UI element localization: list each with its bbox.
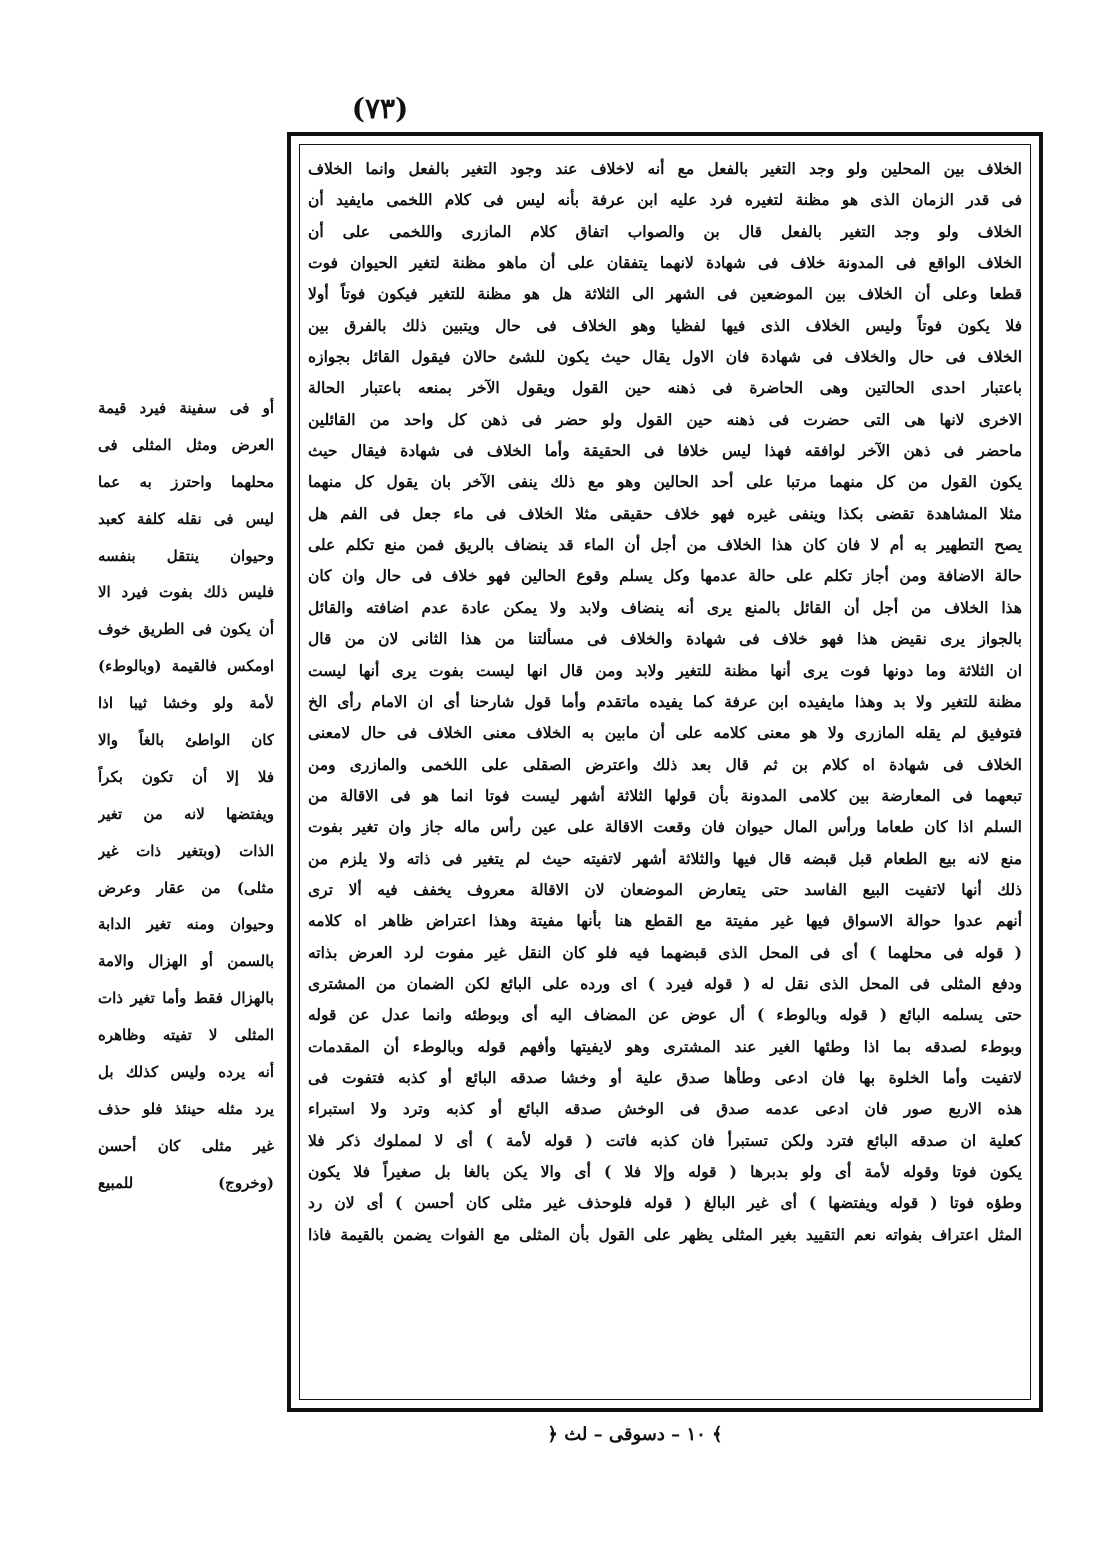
margin-text-column [98,390,274,1202]
text-line: الاخرى لانها هى التى حضرت فى ذهنه حين القول ولو حضر فى ذهن كل واحد من القائلين [308,409,1022,429]
margin-line: الذات (وبتغير ذات غير [98,841,274,860]
margin-line: ليس فى نقله كلفة كعبد [98,509,274,528]
text-line: يكون القول من كل منهما مرتبا على أحد الحالين وهو مع ذلك ينفى الآخر بان يقول كل منهما [308,472,1022,492]
margin-line: وحيوان ومنه تغير الدابة [98,915,274,934]
text-line: يصح التطهير به أم لا فان كان هذا الخلاف من أجل أن الماء قد ينضاف بالريق فمن منع تكلم على [308,535,1022,555]
text-line: الخلاف بين المحلين ولو وجد التغير بالفعل مع أنه لاخلاف عند وجود التغير بالفعل وانما الخلاف [308,159,1022,178]
text-line: ماحضر فى ذهن الآخر لوافقه فهذا ليس خلافا فى الحقيقة وأما الخلاف فى شهادة فيقال حيث [308,441,1022,461]
text-line: ( قوله فى محلهما ) أى فى المحل الذى قبضهما فيه فلو كان النقل غير مفوت لرد العرض بذاته [308,942,1022,962]
text-line: الخلاف فى شهادة اه كلام بن ثم قال بعد ذلك واعترض الصقلى على اللخمى والمازرى ومن [308,754,1022,774]
margin-line: (وخروج) للمبيع [98,1173,274,1192]
margin-line: لأمة ولو وخشا ثيبا اذا [98,694,274,713]
margin-line: أو فى سفينة فيرد قيمة [98,399,274,417]
text-line: الخلاف ولو وجد التغير بالفعل قال بن والصواب اتفاق كلام المازرى واللخمى على أن [308,221,1022,241]
text-line: وبوطء لصدقه بما اذا وطئها الغير عند المشترى وهو لايفيتها وأفهم قوله وبالوطء أن المقدمات [308,1036,1022,1056]
margin-line: بالهزال فقط وأما تغير ذات [98,989,274,1008]
text-line: المثل اعتراف بفواته نعم التقييد بغير المثلى يظهر على القول بأن المثلى مع الفوات يضمن بالقيمة فاذا [308,1224,1022,1244]
text-line: أنهم عدوا حوالة الاسواق فيها غير مفيتة مع القطع هنا بأنها مفيتة وهذا اعتراض ظاهر اه كلامه [308,911,1022,931]
margin-line: فلا إلا أن تكون بكراً [98,767,274,786]
text-line: هذه الاربع صور فان ادعى عدمه صدق فى الوخش صدقه البائع أو كذبه وترد ولا استبراء [308,1099,1022,1119]
main-text-frame [287,132,1043,1412]
printer-signature: ﴾ ١٠ – دسوقى – لث ﴿ [547,1424,723,1445]
text-line: فلا يكون فوتاً وليس الخلاف الذى فيها لفظيا وهو الخلاف فى حال ويتبين ذلك بالفرق بين [308,315,1022,335]
margin-line: ويفتضها لانه من تغير [98,804,274,823]
margin-line: فليس ذلك بفوت فيرد الا [98,583,274,602]
text-line [308,1375,1022,1400]
text-line: فى قدر الزمان الذى هو مظنة لتغيره فرد عليه ابن عرفة بأنه ليس فى كلام اللخمى مايفيد أن [308,190,1022,210]
text-line: لاتفيت وأما الخلوة بها فان ادعى وطأها صدق علية أو وخشا صدقه البائع أو كذبه فتفوت فى [308,1067,1022,1087]
text-line: السلم اذا كان طعاما ورأس المال حيوان فان وقعت الاقالة على عين رأس ماله جاز وان تغير بفوت [308,817,1022,837]
text-line [308,1344,1022,1375]
text-line: الخلاف الواقع فى المدونة خلاف فى شهادة لانهما يتفقان على أن ماهو مظنة لتغير الحيوان فوت [308,253,1022,273]
text-line: ذلك أنها لاتفيت البيع الفاسد حتى يتعارض الموضعان لان الاقالة معروف يخفف فيه ألا ترى [308,879,1022,899]
margin-line: كان الواطئ بالغاً والا [98,731,274,750]
text-line [308,1250,1022,1281]
text-line: ودفع المثلى فى المحل الذى نقل له ( قوله فيرد ) اى ورده على البائع لكن الضمان من المشترى [308,973,1022,993]
text-line: باعتبار احدى الحالتين وهى الحاضرة فى ذهنه حين القول ويقول الآخر بمنعه باعتبار الحالة [308,378,1022,398]
text-line: قطعا وعلى أن الخلاف بين الموضعين فى الشهر الى الثلاثة هل هو مظنة للتغير فيكون فوتاً أولا [308,284,1022,304]
margin-line: محلهما واحترز به عما [98,472,274,491]
text-line: مثلا المشاهدة تقضى بكذا وينفى غيره فهو خلاف حقيقى مثلا الخلاف فى ماء جعل فى الفم هل [308,503,1022,523]
margin-line: مثلى) من عقار وعرض [98,878,274,897]
text-line: وطؤه فوتا ( قوله ويفتضها ) أى غير البالغ ( قوله فلوحذف غير مثلى كان أحسن ) أى لان رد [308,1193,1022,1213]
main-text-block [299,144,1031,1400]
text-line: بالجواز يرى نقيض هذا فهو خلاف فى شهادة والخلاف فى مسألتنا من هذا الثانى لان من قال [308,629,1022,649]
text-line: كعلية ان صدقه البائع فترد ولكن تستبرأ فان كذبه فاتت ( قوله لأمة ) أى لا لمملوك ذكر فلا [308,1130,1022,1150]
text-line: حتى يسلمه البائع ( قوله وبالوطء ) أل عوض عن المضاف اليه أى وبوطئه وانما عدل عن قوله [308,1005,1022,1025]
text-line: الخلاف فى حال والخلاف فى شهادة فان الاول يقال حيث يكون للشئ حالان فيقول القائل بجوازه [308,347,1022,367]
text-line [308,1281,1022,1312]
margin-line: أنه يرده وليس كذلك بل [98,1063,274,1082]
margin-line: بالسمن أو الهزال والامة [98,952,274,971]
margin-line: اومكس فالقيمة (وبالوطء) [98,657,274,676]
text-line: حالة الاضافة ومن أجاز تكلم على حالة عدمها وكل يسلم وقوع الحالين فهو خلاف فى حال وان كان [308,566,1022,586]
text-line: منع لانه بيع الطعام قبل قبضه قال فيها والثلاثة أشهر لاتفيته حيث لم يتغير فى ذاته ولا يلزم من [308,848,1022,868]
text-line [308,1313,1022,1344]
text-line: فتوفيق لم يقله المازرى ولا هو معنى كلامه على أن مابين به الخلاف معنى الخلاف فى حال لامعنى [308,723,1022,743]
text-line: تبعهما فى المعارضة بين كلامى المدونة بأن قولها الثلاثة أشهر ليست فوتا انما هو فى الاقالة من [308,785,1022,805]
text-line: مظنة للتغير ولا بد وهذا مايفيده ابن عرفة كما يفيده ماتقدم وأما قول شارحنا أى ان الامام رأى الخ [308,691,1022,711]
page-number: (٧٣) [351,92,409,125]
margin-line: وحيوان ينتقل بنفسه [98,546,274,565]
margin-line: غير مثلى كان أحسن [98,1136,274,1155]
margin-line: أن يكون فى الطريق خوف [98,620,274,639]
margin-line: العرض ومثل المثلى فى [98,435,274,454]
margin-line: المثلى لا تفيته وظاهره [98,1026,274,1045]
text-line: هذا الخلاف من أجل أن القائل بالمنع يرى أنه ينضاف ولابد ولا يمكن عادة عدم اضافته والقائل [308,597,1022,617]
margin-line: يرد مثله حينئذ فلو حذف [98,1099,274,1118]
text-line: يكون فوتا وقوله لأمة أى ولو بدبرها ( قوله وإلا فلا ) أى والا يكن بالغا بل صغيراً فلا يكون [308,1162,1022,1181]
text-line: ان الثلاثة وما دونها فوت يرى أنها مظنة للتغير ولابد ومن قال انها ليست بفوت يرى أنها ليست [308,660,1022,680]
